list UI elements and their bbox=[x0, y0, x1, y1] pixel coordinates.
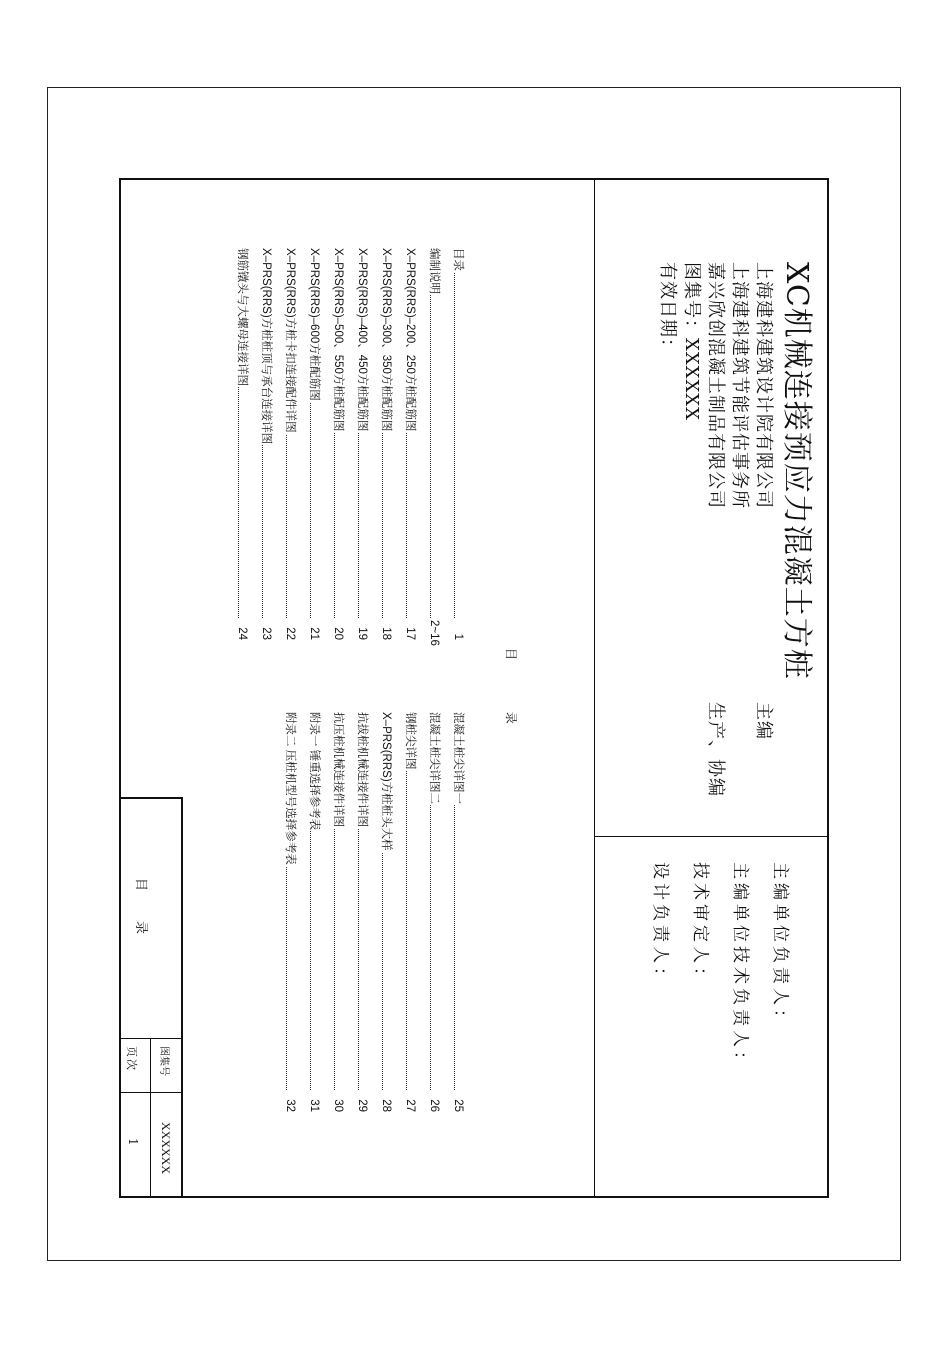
person-technical-lead: 主编单位技术负责人： bbox=[730, 862, 750, 1072]
toc-right-column bbox=[278, 712, 470, 1112]
org-3-role: 生产、协编 bbox=[705, 702, 726, 797]
toc-entry-page: 1 bbox=[446, 620, 470, 640]
toc-entry-page: 22 bbox=[278, 620, 302, 640]
toc-entry[interactable] bbox=[446, 712, 470, 1112]
cover-divider bbox=[594, 178, 595, 1198]
toc-entry-label: 编制说明 bbox=[422, 248, 446, 295]
title-block-atlas-label: 图集号 bbox=[158, 1046, 169, 1076]
toc-entry-label: 混凝土桩尖详图一 bbox=[446, 712, 470, 805]
toc-entry[interactable] bbox=[422, 712, 446, 1112]
toc-entry-page: 31 bbox=[302, 1092, 326, 1112]
title-block-divider-2 bbox=[119, 1092, 183, 1093]
toc-entry-label: 钢桩尖详图 bbox=[398, 712, 422, 771]
toc-entry[interactable] bbox=[350, 248, 374, 640]
title-block-divider bbox=[119, 1038, 183, 1039]
title-block-page-label: 页次 bbox=[125, 1046, 138, 1072]
toc-entry-label: 附录一 锤重选择参考表 bbox=[302, 712, 326, 831]
toc-entry[interactable] bbox=[230, 248, 254, 640]
toc-entry-label: 抗压桩机械连接件详图 bbox=[326, 712, 350, 828]
org-2 bbox=[727, 262, 751, 862]
title-block-atlas-value: XXXXXX bbox=[159, 1122, 173, 1174]
title-block-page-value: 1 bbox=[126, 1138, 140, 1146]
toc-entry[interactable] bbox=[302, 248, 326, 640]
toc-entry-label: 目录 bbox=[446, 248, 470, 272]
toc-heading: 目 录 bbox=[504, 648, 518, 748]
toc-entry[interactable] bbox=[254, 248, 278, 640]
valid-date: 有效日期： bbox=[657, 262, 678, 357]
org-3-name: 嘉兴欣创混凝土制品有限公司 bbox=[705, 262, 726, 509]
toc-entry[interactable] bbox=[278, 712, 302, 1112]
toc-entry-label: X–PRS(RRS)–400、450方桩配筋图 bbox=[350, 248, 374, 432]
org-1-name: 上海建科建筑设计院有限公司 bbox=[753, 262, 774, 509]
toc-entry-page: 2~16 bbox=[422, 620, 446, 640]
toc-entry-label: 钢筋镦头与大螺母连接详图 bbox=[230, 248, 254, 387]
toc-entry-page: 29 bbox=[350, 1092, 374, 1112]
title-block-midline bbox=[150, 1038, 151, 1198]
toc-entry-label: 混凝土桩尖详图二 bbox=[422, 712, 446, 805]
toc-entry-page: 20 bbox=[326, 620, 350, 640]
toc-entry-label: X–PRS(RRS)方桩卡扣连接配件详图 bbox=[278, 248, 302, 434]
toc-entry[interactable] bbox=[422, 248, 446, 646]
toc-entry-label: 抗拔桩机械连接件详图 bbox=[350, 712, 374, 828]
org-1 bbox=[751, 262, 775, 862]
org-2-name: 上海建科建筑节能评估事务所 bbox=[729, 262, 750, 509]
toc-entry[interactable] bbox=[350, 712, 374, 1112]
toc-entry-page: 26 bbox=[422, 1092, 446, 1112]
toc-entry[interactable] bbox=[326, 248, 350, 640]
person-design-lead: 设计负责人： bbox=[650, 862, 670, 988]
toc-entry-page: 23 bbox=[254, 620, 278, 640]
toc-entry-page: 30 bbox=[326, 1092, 350, 1112]
toc-entry-label: X–PRS(RRS)–200、250方桩配筋图 bbox=[398, 248, 422, 432]
cover-block bbox=[655, 262, 815, 862]
toc-entry-page: 27 bbox=[398, 1092, 422, 1112]
toc-entry[interactable] bbox=[374, 712, 398, 1112]
person-chief-editor-unit: 主编单位负责人： bbox=[770, 862, 790, 1030]
toc-entry-label: X–PRS(RRS)–600方桩配筋图 bbox=[302, 248, 326, 402]
toc-entry-label: X–PRS(RRS)方桩桩头大样 bbox=[374, 712, 398, 852]
toc-entry-page: 17 bbox=[398, 620, 422, 640]
toc-entry-page: 19 bbox=[350, 620, 374, 640]
toc-entry-page: 21 bbox=[302, 620, 326, 640]
toc-entry[interactable] bbox=[278, 248, 302, 640]
toc-entry-page: 25 bbox=[446, 1092, 470, 1112]
toc-entry-page: 32 bbox=[278, 1092, 302, 1112]
toc-entry[interactable] bbox=[446, 248, 470, 640]
toc-entry-page: 18 bbox=[374, 620, 398, 640]
toc-entry[interactable] bbox=[398, 248, 422, 640]
atlas-number: 图集号：XXXXXX bbox=[681, 262, 702, 421]
toc-entry[interactable] bbox=[374, 248, 398, 640]
toc-entry-page: 24 bbox=[230, 620, 254, 640]
toc-entry[interactable] bbox=[398, 712, 422, 1112]
toc-left-column bbox=[230, 248, 470, 646]
toc-entry-label: 附录二 压桩机型号选择参考表 bbox=[278, 712, 302, 866]
toc-entry-page: 28 bbox=[374, 1092, 398, 1112]
person-technical-reviewer: 技术审定人： bbox=[690, 862, 710, 988]
toc-entry-label: X–PRS(RRS)–500、550方桩配筋图 bbox=[326, 248, 350, 432]
org-3 bbox=[703, 262, 727, 862]
cover-title: XC机械连接预应力混凝土方桩 bbox=[779, 262, 814, 680]
persons-block bbox=[640, 862, 800, 1072]
toc-entry[interactable] bbox=[302, 712, 326, 1112]
toc-entry-label: X–PRS(RRS)方桩桩顶与承台连接详图 bbox=[254, 248, 278, 445]
toc-entry[interactable] bbox=[326, 712, 350, 1112]
org-1-role: 主编 bbox=[753, 702, 774, 740]
toc-entry-label: X–PRS(RRS)–300、350方桩配筋图 bbox=[374, 248, 398, 432]
title-block-title: 目录 bbox=[133, 878, 148, 965]
